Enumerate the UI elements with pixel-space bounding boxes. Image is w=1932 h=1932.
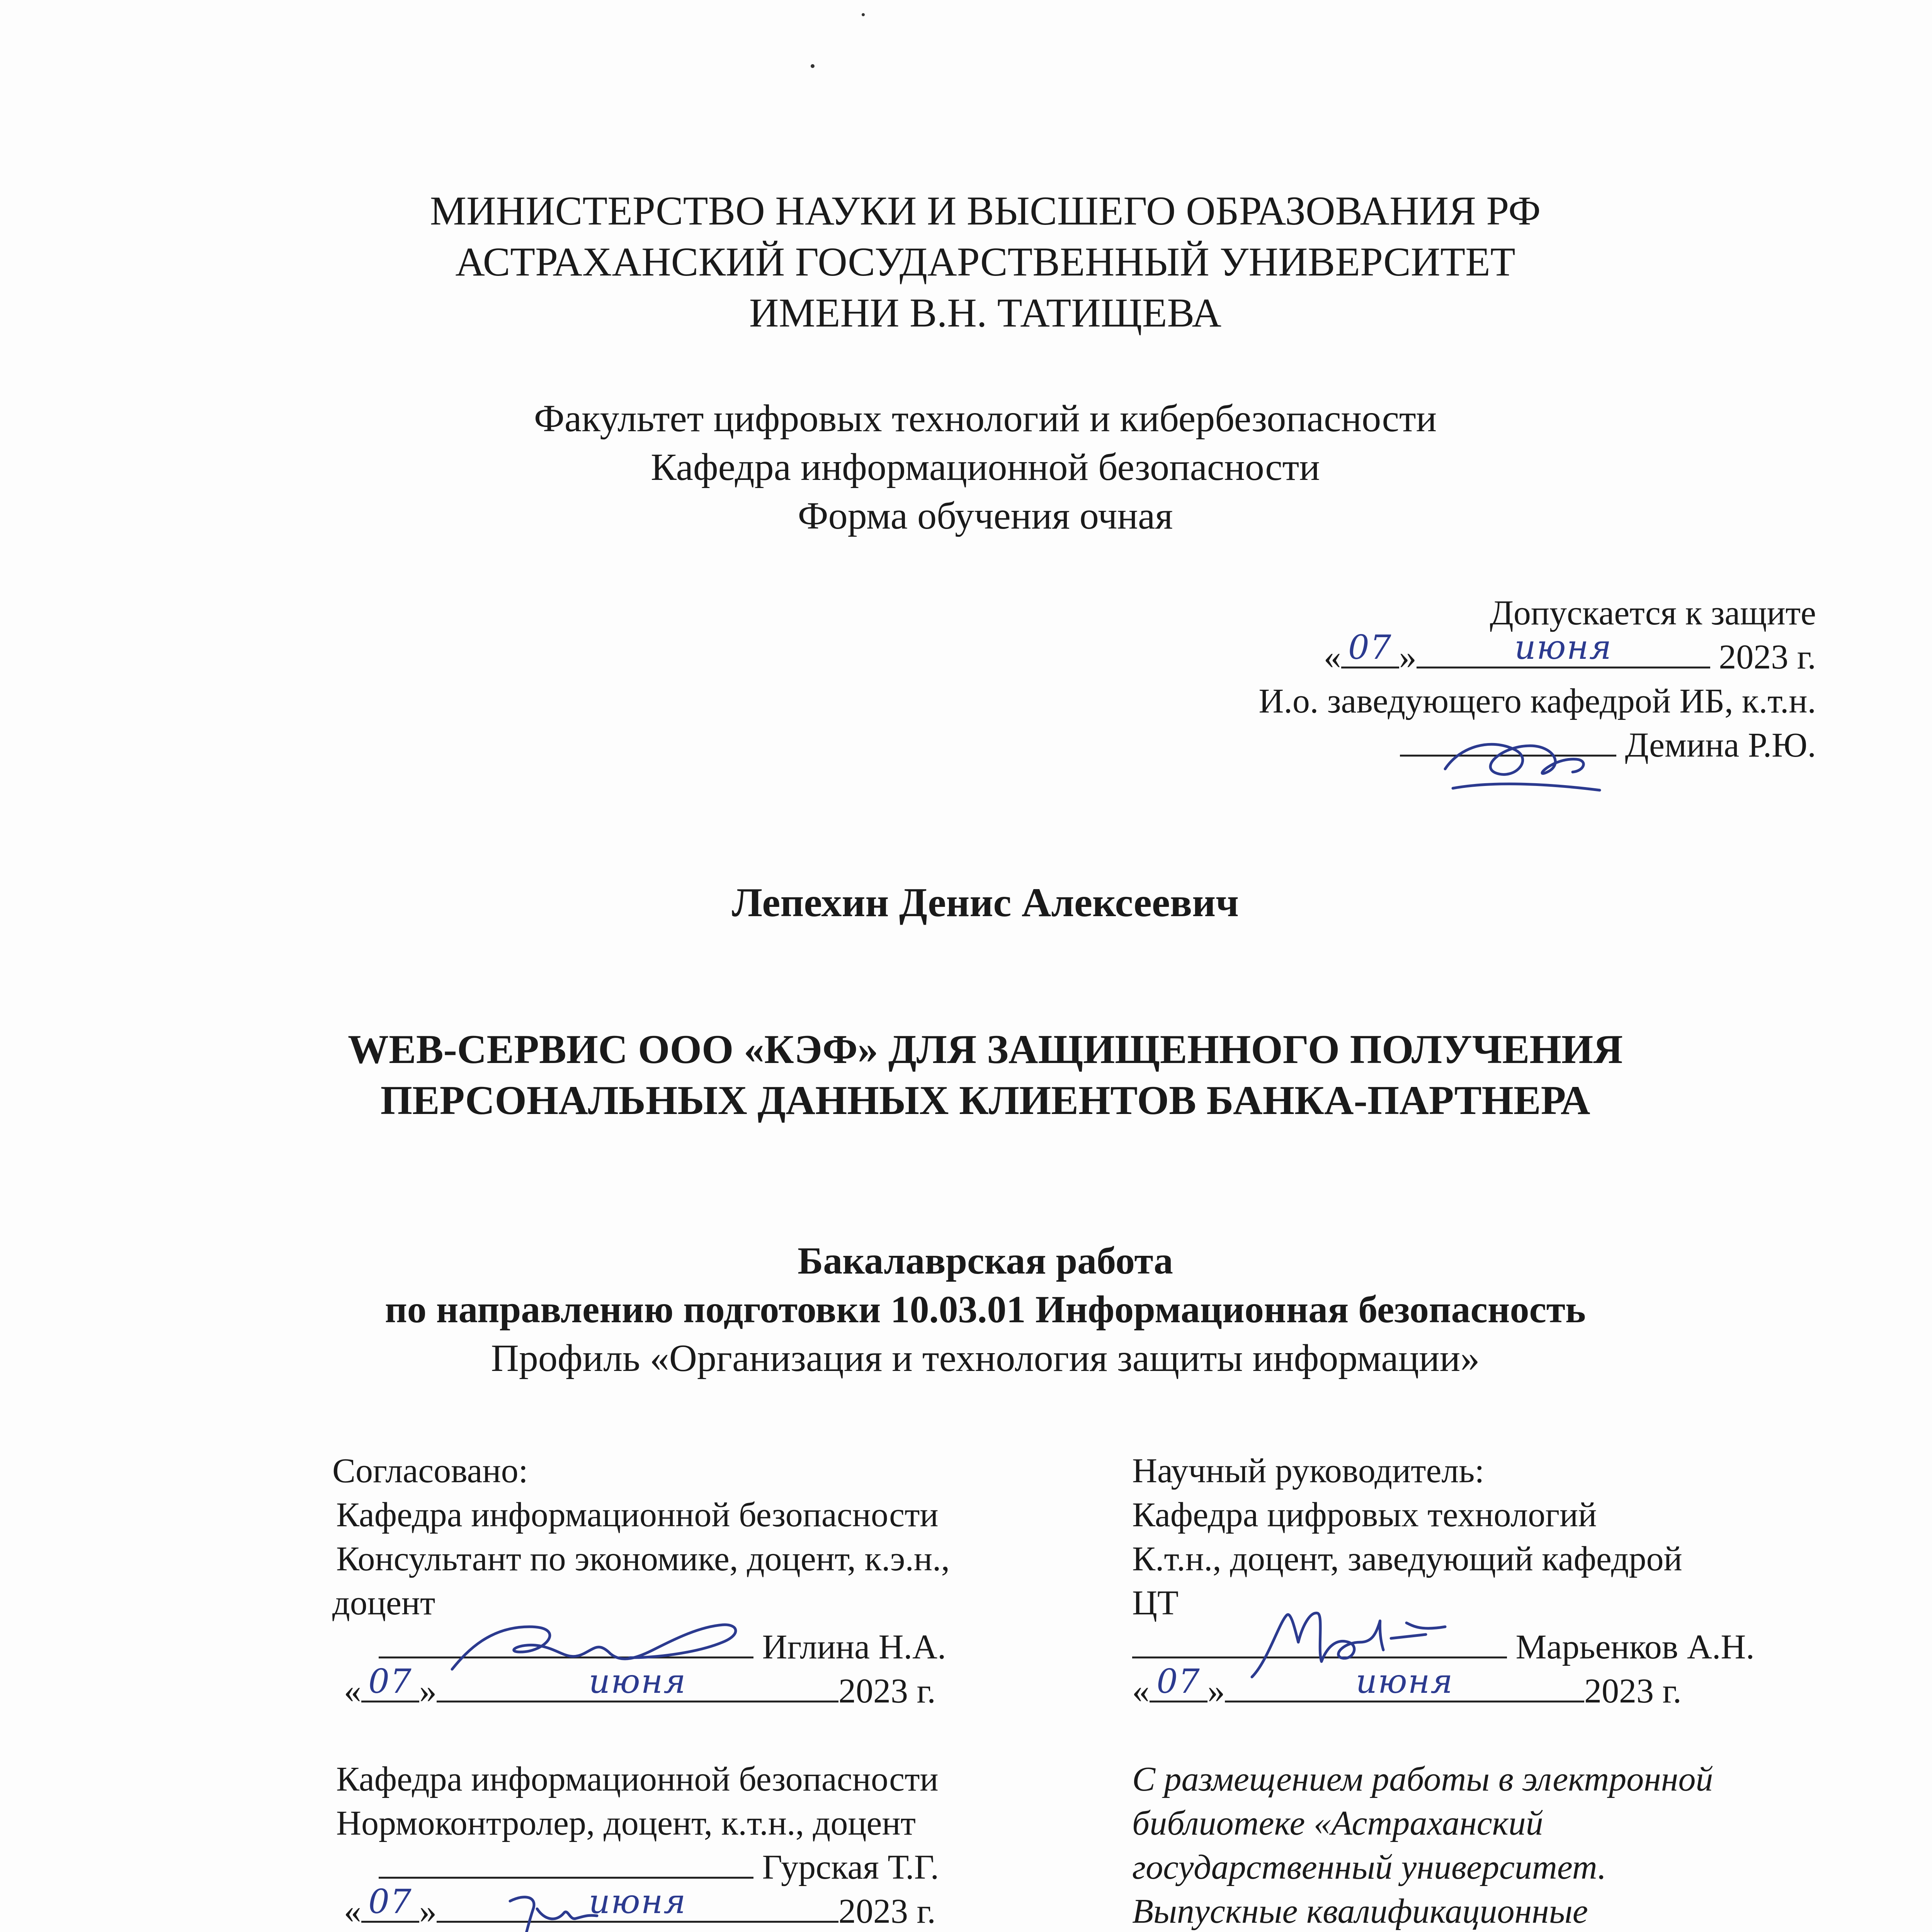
handwritten-month: июня [1355, 1662, 1454, 1701]
handwritten-day: 07 [368, 1662, 412, 1701]
faculty-name: Факультет цифровых технологий и кибербезопасности [534, 397, 1437, 440]
supervisor-signature-field [1132, 1626, 1507, 1658]
normcontrol-department: Кафедра информационной безопасности [336, 1760, 939, 1798]
institution-header [0, 185, 1932, 338]
left-signatures-column [332, 1449, 1066, 1932]
faculty-block [0, 394, 1932, 540]
consultant-position-line1: Консультант по экономике, доцент, к.э.н., [336, 1540, 950, 1578]
consent-line3: государственный университет. [1132, 1848, 1607, 1886]
consultant-date: « 07 » июня 2023 г. [344, 1662, 936, 1710]
university-name-line2: ИМЕНИ В.Н. ТАТИЩЕВА [749, 290, 1222, 335]
handwritten-month: июня [588, 1883, 687, 1921]
work-profile: Профиль «Организация и технология защиты информации» [491, 1337, 1480, 1379]
supervisor-position-line2: ЦТ [1132, 1584, 1179, 1622]
consent-line1: С размещением работы в электронной [1132, 1760, 1713, 1798]
consultant-position-line2: доцент [332, 1584, 435, 1622]
handwritten-day: 07 [368, 1883, 412, 1921]
normcontrol-position: Нормоконтролер, доцент, к.т.н., доцент [336, 1804, 916, 1842]
consultant-department: Кафедра информационной безопасности [336, 1496, 939, 1534]
consultant-signature-line: Иглина Н.А. [332, 1625, 1066, 1669]
admission-block [1259, 591, 1816, 767]
consent-line2: библиотеке «Астраханский [1132, 1804, 1543, 1842]
scan-speck [811, 64, 815, 68]
university-name-line1: АСТРАХАНСКИЙ ГОСУДАРСТВЕННЫЙ УНИВЕРСИТЕТ [455, 239, 1515, 284]
signature-field [1400, 724, 1616, 757]
work-type-block [0, 1236, 1932, 1383]
title-line2: ПЕРСОНАЛЬНЫХ ДАННЫХ КЛИЕНТОВ БАНКА-ПАРТНЕРА [380, 1078, 1590, 1123]
title-line1: WEB-СЕРВИС ООО «КЭФ» ДЛЯ ЗАЩИЩЕННОГО ПОЛУЧЕНИЯ [348, 1027, 1623, 1072]
admission-date: « 07 » июня 2023 г. [1323, 628, 1816, 676]
date-day-field [1341, 628, 1399, 668]
work-title [0, 1024, 1932, 1126]
normcontrol-signature-field [379, 1846, 753, 1879]
handwritten-day: 07 [1348, 628, 1392, 667]
admission-signature-line: Демина Р.Ю. [1259, 723, 1816, 767]
date-month-field [1417, 628, 1710, 668]
handwritten-day: 07 [1156, 1662, 1201, 1701]
consent-line4: Выпускные квалификационные [1132, 1892, 1588, 1930]
handwritten-month: июня [588, 1662, 687, 1701]
admission-position: И.о. заведующего кафедрой ИБ, к.т.н. [1259, 682, 1816, 720]
normcontrol-signature-line: Гурская Т.Г. [332, 1845, 1066, 1889]
supervisor-department: Кафедра цифровых технологий [1132, 1496, 1597, 1534]
author-name: Лепехин Денис Алексеевич [732, 880, 1239, 925]
scan-speck [862, 13, 865, 16]
normcontrol-date: « 07 » июня 2023 г. [344, 1883, 936, 1930]
right-signatures-column [1132, 1449, 1828, 1932]
admission-title: Допускается к защите [1490, 594, 1816, 632]
department-name: Кафедра информационной безопасности [651, 446, 1320, 488]
study-form: Форма обучения очная [798, 494, 1173, 537]
supervisor-position-line1: К.т.н., доцент, заведующий кафедрой [1132, 1540, 1682, 1578]
handwritten-month: июня [1514, 628, 1612, 667]
supervisor-signature-line: Марьенков А.Н. [1132, 1625, 1828, 1669]
supervisor-title: Научный руководитель: [1132, 1452, 1485, 1490]
author-block [0, 877, 1932, 928]
work-direction: по направлению подготовки 10.03.01 Информационная безопасность [385, 1288, 1586, 1331]
consultant-signature-field [379, 1626, 753, 1658]
work-type: Бакалаврская работа [798, 1239, 1173, 1282]
agreed-label: Согласовано: [332, 1452, 528, 1490]
supervisor-date: « 07 » июня 2023 г. [1132, 1662, 1682, 1710]
ministry-name: МИНИСТЕРСТВО НАУКИ И ВЫСШЕГО ОБРАЗОВАНИЯ РФ [430, 188, 1541, 233]
